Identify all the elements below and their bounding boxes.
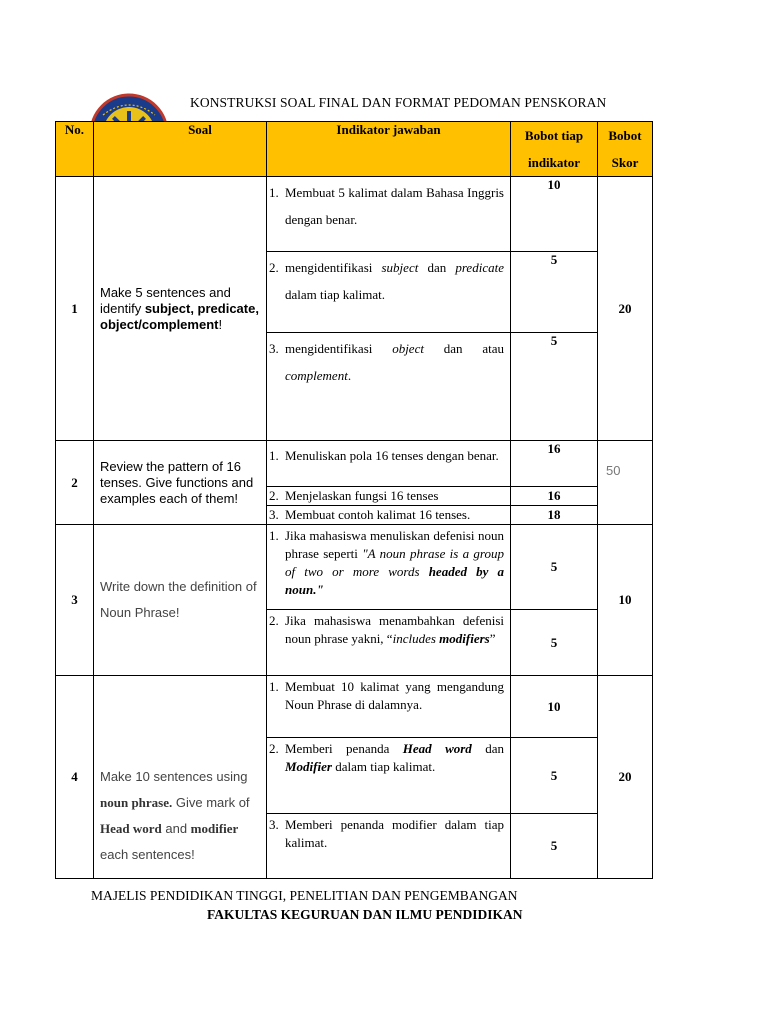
indicator-cell: 2. mengidentifikasi subject dan predicate dalam tiap kalimat. bbox=[267, 252, 511, 333]
row-number: 2 bbox=[56, 441, 94, 525]
indicator-cell: 2. Menjelaskan fungsi 16 tenses bbox=[267, 487, 511, 506]
header-indikator: Indikator jawaban bbox=[267, 122, 511, 177]
indicator-cell: 1. Membuat 5 kalimat dalam Bahasa Inggris dengan benar. bbox=[267, 177, 511, 252]
table-row bbox=[56, 441, 653, 487]
header-bobot-tiap: Bobot tiap indikator bbox=[511, 122, 598, 177]
table-header bbox=[56, 122, 653, 177]
indicator-weight: 5 bbox=[511, 814, 598, 879]
question-cell: Review the pattern of 16 tenses. Give functions and examples each of them! bbox=[94, 441, 267, 525]
row-number: 3 bbox=[56, 525, 94, 676]
indicator-cell: 3. Memberi penanda modifier dalam tiap kalimat. bbox=[267, 814, 511, 879]
header-soal: Soal bbox=[94, 122, 267, 177]
indicator-weight: 16 bbox=[511, 487, 598, 506]
score-weight: 20 bbox=[598, 676, 653, 879]
score-weight: 20 bbox=[598, 177, 653, 441]
indicator-weight: 5 bbox=[511, 738, 598, 814]
indicator-weight: 5 bbox=[511, 252, 598, 333]
indicator-cell: 1. Menuliskan pola 16 tenses dengan benar. bbox=[267, 441, 511, 487]
indicator-weight: 5 bbox=[511, 610, 598, 676]
page-title: KONSTRUKSI SOAL FINAL DAN FORMAT PEDOMAN PENSKORAN bbox=[190, 95, 607, 110]
question-cell: Make 5 sentences and identify subject, predicate, object/complement! bbox=[94, 177, 267, 441]
indicator-weight: 5 bbox=[511, 525, 598, 610]
indicator-cell: 1. Jika mahasiswa menuliskan defenisi noun phrase seperti "A noun phrase is a group of two or more words headed by a noun." bbox=[267, 525, 511, 610]
question-cell: Write down the definition of Noun Phrase! bbox=[94, 525, 267, 676]
header-bobot-skor: Bobot Skor bbox=[598, 122, 653, 177]
score-weight: 10 bbox=[598, 525, 653, 676]
footer-line-1: MAJELIS PENDIDIKAN TINGGI, PENELITIAN DAN PENGEMBANGAN bbox=[91, 888, 518, 903]
indicator-cell: 2. Jika mahasiswa menambahkan defenisi noun phrase yakni, “includes modifiers” bbox=[267, 610, 511, 676]
table-row bbox=[56, 525, 653, 610]
score-weight: 50 bbox=[598, 441, 653, 525]
indicator-cell: 3. mengidentifikasi object dan atau complement. bbox=[267, 333, 511, 441]
indicator-weight: 16 bbox=[511, 441, 598, 487]
row-number: 4 bbox=[56, 676, 94, 879]
indicator-weight: 18 bbox=[511, 506, 598, 525]
question-cell: Make 10 sentences using noun phrase. Give mark of Head word and modifier each sentences! bbox=[94, 676, 267, 879]
table-row bbox=[56, 177, 653, 252]
indicator-weight: 10 bbox=[511, 177, 598, 252]
footer-line-2: FAKULTAS KEGURUAN DAN ILMU PENDIDIKAN bbox=[207, 907, 523, 922]
table-row bbox=[56, 676, 653, 738]
header-no: No. bbox=[56, 122, 94, 177]
scoring-table bbox=[55, 121, 653, 879]
indicator-cell: 2. Memberi penanda Head word dan Modifier dalam tiap kalimat. bbox=[267, 738, 511, 814]
row-number: 1 bbox=[56, 177, 94, 441]
indicator-cell: 3. Membuat contoh kalimat 16 tenses. bbox=[267, 506, 511, 525]
indicator-weight: 10 bbox=[511, 676, 598, 738]
indicator-weight: 5 bbox=[511, 333, 598, 441]
indicator-cell: 1. Membuat 10 kalimat yang mengandung Noun Phrase di dalamnya. bbox=[267, 676, 511, 738]
